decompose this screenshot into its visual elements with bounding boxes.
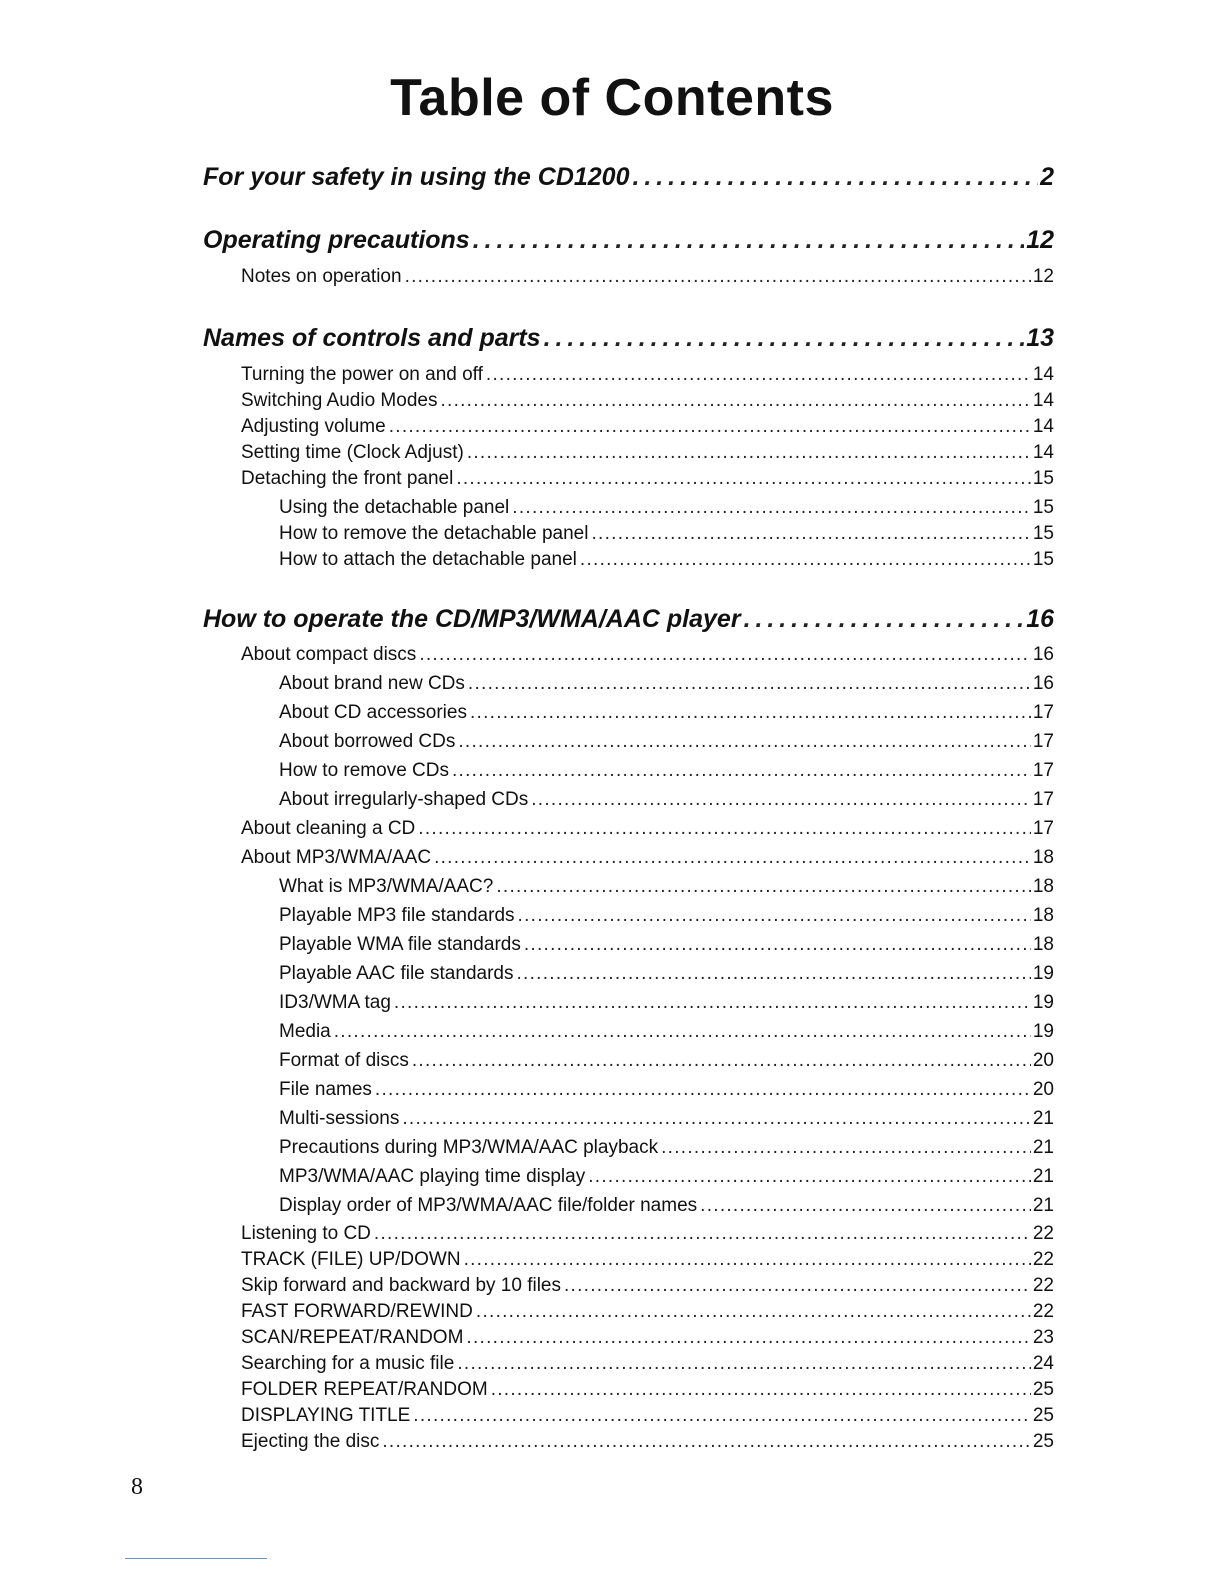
toc-page-number: 20 xyxy=(1032,1050,1054,1071)
toc-subentry[interactable] xyxy=(279,731,1054,753)
toc-page-number: 21 xyxy=(1032,1195,1054,1216)
toc-entry-label: Format of discs xyxy=(279,1050,409,1071)
toc-entry-label: About cleaning a CD xyxy=(241,818,416,839)
toc-entry-label: FOLDER REPEAT/RANDOM xyxy=(241,1379,488,1400)
dot-leader xyxy=(434,847,1031,869)
dot-leader xyxy=(661,1137,1031,1159)
toc-entry-label: Playable MP3 file standards xyxy=(279,905,515,926)
toc-entry[interactable] xyxy=(241,644,1054,666)
toc-entry-label: SCAN/REPEAT/RANDOM xyxy=(241,1327,464,1348)
dot-leader xyxy=(382,1431,1031,1453)
dot-leader xyxy=(633,163,1039,192)
toc-page-number: 20 xyxy=(1032,1079,1054,1100)
toc-section-cd-player[interactable] xyxy=(203,605,1054,634)
toc-page-number: 18 xyxy=(1032,934,1054,955)
toc-section-label: Operating precautions xyxy=(203,226,470,254)
toc-page-number: 25 xyxy=(1032,1405,1054,1426)
toc-page-number: 17 xyxy=(1032,818,1054,839)
dot-leader xyxy=(470,702,1031,724)
toc-page-number: 24 xyxy=(1032,1353,1054,1374)
toc-page-number: 14 xyxy=(1032,416,1054,437)
toc-subentry[interactable] xyxy=(279,876,1054,898)
dot-leader xyxy=(580,549,1031,571)
dot-leader xyxy=(588,1166,1031,1188)
toc-page-number: 2 xyxy=(1040,163,1054,191)
toc-page-number: 25 xyxy=(1032,1379,1054,1400)
toc-page-number: 16 xyxy=(1032,673,1054,694)
toc-page-number: 22 xyxy=(1032,1223,1054,1244)
dot-leader xyxy=(591,523,1030,545)
toc-subentry[interactable] xyxy=(279,549,1054,571)
dot-leader xyxy=(375,1079,1031,1101)
dot-leader xyxy=(413,1405,1031,1427)
footnote-rule xyxy=(125,1558,267,1559)
dot-leader xyxy=(496,876,1031,898)
dot-leader xyxy=(476,1301,1031,1323)
toc-entry-label: Switching Audio Modes xyxy=(241,390,438,411)
toc-subentry[interactable] xyxy=(279,789,1054,811)
toc-entry[interactable] xyxy=(241,1327,1054,1349)
dot-leader xyxy=(419,644,1031,666)
toc-entry-label: File names xyxy=(279,1079,372,1100)
toc-entry[interactable] xyxy=(241,1249,1054,1271)
toc-entry-label: Searching for a music file xyxy=(241,1353,455,1374)
dot-leader xyxy=(564,1275,1031,1297)
toc-subentry[interactable] xyxy=(279,1079,1054,1101)
toc-subentry[interactable] xyxy=(279,1137,1054,1159)
toc-entry-label: About irregularly-shaped CDs xyxy=(279,789,529,810)
dot-leader xyxy=(531,789,1031,811)
dot-leader xyxy=(516,963,1030,985)
toc-entry[interactable] xyxy=(241,818,1054,840)
toc-page-number: 21 xyxy=(1032,1137,1054,1158)
toc-entry[interactable] xyxy=(241,442,1054,464)
dot-leader xyxy=(418,818,1031,840)
dot-leader xyxy=(468,673,1031,695)
dot-leader xyxy=(405,266,1031,288)
toc-entry-label: ID3/WMA tag xyxy=(279,992,391,1013)
page-title: Table of Contents xyxy=(390,69,834,127)
toc-page-number: 15 xyxy=(1032,497,1054,518)
toc-subentry[interactable] xyxy=(279,702,1054,724)
toc-entry[interactable] xyxy=(241,390,1054,412)
toc-page-number: 13 xyxy=(1026,324,1054,352)
toc-section-label: For your safety in using the CD1200 xyxy=(203,163,630,191)
toc-entry-label: Notes on operation xyxy=(241,266,402,287)
toc-entry-label: Ejecting the disc xyxy=(241,1431,380,1452)
dot-leader xyxy=(524,934,1031,956)
toc-entry-label: Media xyxy=(279,1021,331,1042)
toc-entry[interactable] xyxy=(241,1379,1054,1401)
dot-leader xyxy=(452,760,1031,782)
toc-subentry[interactable] xyxy=(279,963,1054,985)
dot-leader xyxy=(518,905,1031,927)
dot-leader xyxy=(473,226,1024,255)
toc-page-number: 15 xyxy=(1032,549,1054,570)
toc-page-number: 17 xyxy=(1032,760,1054,781)
toc-page-number: 12 xyxy=(1032,266,1054,287)
toc-page-number: 14 xyxy=(1032,442,1054,463)
toc-page-number: 14 xyxy=(1032,364,1054,385)
toc-entry-label: About MP3/WMA/AAC xyxy=(241,847,432,868)
dot-leader xyxy=(457,1353,1031,1375)
toc-page-number: 15 xyxy=(1032,523,1054,544)
toc-page-number: 16 xyxy=(1032,644,1054,665)
page-number: 8 xyxy=(131,1474,143,1500)
toc-entry-label: About compact discs xyxy=(241,644,417,665)
toc-page-number: 18 xyxy=(1032,847,1054,868)
dot-leader xyxy=(456,468,1031,490)
toc-page-number: 23 xyxy=(1032,1327,1054,1348)
toc-entry[interactable] xyxy=(241,266,1054,288)
dot-leader xyxy=(464,1249,1031,1271)
toc-entry-label: Precautions during MP3/WMA/AAC playback xyxy=(279,1137,659,1158)
toc-page-number: 22 xyxy=(1032,1249,1054,1270)
toc-page-number: 21 xyxy=(1032,1108,1054,1129)
toc-entry[interactable] xyxy=(241,1431,1054,1453)
toc-entry-label: About borrowed CDs xyxy=(279,731,456,752)
toc-page-number: 18 xyxy=(1032,905,1054,926)
toc-entry-label: Detaching the front panel xyxy=(241,468,454,489)
dot-leader xyxy=(486,364,1031,386)
toc-page-number: 17 xyxy=(1032,731,1054,752)
toc-page-number: 14 xyxy=(1032,390,1054,411)
dot-leader xyxy=(458,731,1030,753)
toc-subentry[interactable] xyxy=(279,992,1054,1014)
dot-leader xyxy=(744,605,1025,634)
toc-subentry[interactable] xyxy=(279,523,1054,545)
toc-page-number: 22 xyxy=(1032,1301,1054,1322)
toc-subentry[interactable] xyxy=(279,905,1054,927)
toc-page-number: 12 xyxy=(1026,226,1054,254)
toc-page-number: 21 xyxy=(1032,1166,1054,1187)
toc-page-number: 18 xyxy=(1032,876,1054,897)
toc-entry[interactable] xyxy=(241,1353,1054,1375)
toc-entry[interactable] xyxy=(241,468,1054,490)
toc-entry-label: TRACK (FILE) UP/DOWN xyxy=(241,1249,461,1270)
toc-page-number: 19 xyxy=(1032,963,1054,984)
toc-entry-label: About brand new CDs xyxy=(279,673,465,694)
toc-page-number: 17 xyxy=(1032,789,1054,810)
toc-section-label: How to operate the CD/MP3/WMA/AAC player xyxy=(203,605,741,633)
toc-page-number: 22 xyxy=(1032,1275,1054,1296)
toc-entry-label: How to attach the detachable panel xyxy=(279,549,577,570)
toc-page-number: 25 xyxy=(1032,1431,1054,1452)
toc-entry-label: MP3/WMA/AAC playing time display xyxy=(279,1166,586,1187)
toc-entry-label: How to remove CDs xyxy=(279,760,449,781)
dot-leader xyxy=(394,992,1031,1014)
dot-leader xyxy=(700,1195,1031,1217)
toc-section-operating-precautions[interactable] xyxy=(203,226,1054,255)
dot-leader xyxy=(467,442,1031,464)
dot-leader xyxy=(389,416,1031,438)
toc-entry[interactable] xyxy=(241,1301,1054,1323)
toc-entry[interactable] xyxy=(241,1405,1054,1427)
dot-leader xyxy=(412,1050,1031,1072)
toc-subentry[interactable] xyxy=(279,1050,1054,1072)
toc-entry-label: Using the detachable panel xyxy=(279,497,510,518)
toc-entry-label: DISPLAYING TITLE xyxy=(241,1405,411,1426)
toc-entry-label: FAST FORWARD/REWIND xyxy=(241,1301,473,1322)
toc-page-number: 15 xyxy=(1032,468,1054,489)
toc-entry-label: Display order of MP3/WMA/AAC file/folder names xyxy=(279,1195,698,1216)
dot-leader xyxy=(440,390,1030,412)
dot-leader xyxy=(544,324,1025,353)
toc-entry-label: Turning the power on and off xyxy=(241,364,483,385)
toc-subentry[interactable] xyxy=(279,497,1054,519)
toc-entry[interactable] xyxy=(241,364,1054,386)
toc-entry-label: Listening to CD xyxy=(241,1223,371,1244)
toc-entry-label: Playable WMA file standards xyxy=(279,934,521,955)
toc-page-number: 19 xyxy=(1032,992,1054,1013)
dot-leader xyxy=(466,1327,1030,1349)
toc-section-names-of-controls[interactable] xyxy=(203,324,1054,353)
toc-section-safety[interactable] xyxy=(203,163,1054,192)
toc-subentry[interactable] xyxy=(279,1108,1054,1130)
toc-entry-label: About CD accessories xyxy=(279,702,467,723)
toc-entry-label: Skip forward and backward by 10 files xyxy=(241,1275,561,1296)
toc-entry-label: Multi-sessions xyxy=(279,1108,400,1129)
toc-subentry[interactable] xyxy=(279,760,1054,782)
toc-subentry[interactable] xyxy=(279,1021,1054,1043)
toc-subentry[interactable] xyxy=(279,1166,1054,1188)
toc-section-label: Names of controls and parts xyxy=(203,324,541,352)
toc-entry-label: How to remove the detachable panel xyxy=(279,523,589,544)
toc-subentry[interactable] xyxy=(279,1195,1054,1217)
toc-subentry[interactable] xyxy=(279,673,1054,695)
toc-entry-label: What is MP3/WMA/AAC? xyxy=(279,876,494,897)
dot-leader xyxy=(491,1379,1031,1401)
toc-entry-label: Playable AAC file standards xyxy=(279,963,514,984)
dot-leader xyxy=(402,1108,1030,1130)
toc-entry-label: Setting time (Clock Adjust) xyxy=(241,442,464,463)
toc-page-number: 19 xyxy=(1032,1021,1054,1042)
toc-subentry[interactable] xyxy=(279,934,1054,956)
dot-leader xyxy=(512,497,1031,519)
dot-leader xyxy=(334,1021,1031,1043)
toc-page-number: 17 xyxy=(1032,702,1054,723)
toc-entry-label: Adjusting volume xyxy=(241,416,386,437)
toc-entry[interactable] xyxy=(241,847,1054,869)
toc-page-number: 16 xyxy=(1026,605,1054,633)
toc-entry[interactable] xyxy=(241,1223,1054,1245)
toc-entry[interactable] xyxy=(241,1275,1054,1297)
toc-entry[interactable] xyxy=(241,416,1054,438)
dot-leader xyxy=(374,1223,1031,1245)
